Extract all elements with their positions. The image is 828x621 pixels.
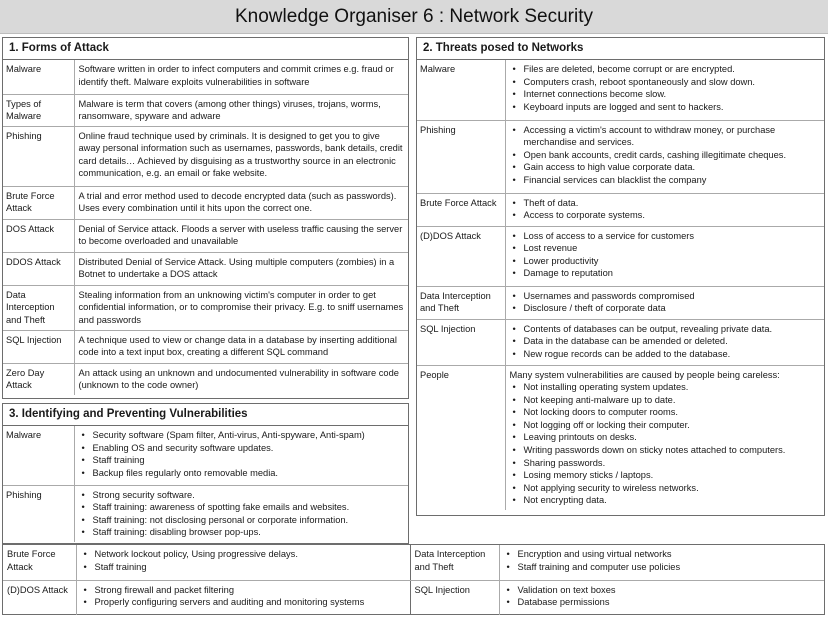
items-cell <box>76 580 410 615</box>
table-row <box>3 426 408 485</box>
table-row <box>3 545 824 580</box>
items-cell <box>74 426 408 485</box>
list-item: • Contents of databases can be output, revealing private data. <box>510 323 821 336</box>
items-cell <box>505 286 824 319</box>
table-row <box>3 219 408 252</box>
definition-cell: An attack using an unknown and undocumented vulnerability in software code (unknown to the code owner) <box>78 367 399 391</box>
term-cell: Malware <box>3 426 74 485</box>
threats-table <box>417 60 824 510</box>
table-row <box>3 285 408 330</box>
preventing-heading: 3. Identifying and Preventing Vulnerabilities <box>3 404 408 426</box>
table-row <box>3 94 408 126</box>
list-item: • Network lockout policy, Using progressive delays. <box>81 548 406 561</box>
table-row <box>3 252 408 285</box>
table-row <box>417 286 824 319</box>
list-item: • Not encrypting data. <box>510 494 821 507</box>
table-row <box>3 186 408 219</box>
table-row <box>3 580 824 615</box>
list-item: • Not applying security to wireless networks. <box>510 482 821 495</box>
list-item: • Financial services can blacklist the company <box>510 174 821 187</box>
list-item: • Enabling OS and security software updates. <box>79 442 405 455</box>
list-item: • Usernames and passwords compromised <box>510 290 821 303</box>
definition-cell: Malware is term that covers (among other things) viruses, trojans, worms, ransomware, spyware and adware <box>74 94 408 126</box>
items-cell <box>505 365 824 510</box>
term-cell: Brute Force Attack <box>3 545 76 580</box>
list-item: • Keyboard inputs are logged and sent to hackers. <box>510 101 821 114</box>
term-cell: Data Interception and Theft <box>410 545 499 580</box>
items-cell <box>499 545 824 580</box>
list-item: • Not locking doors to computer rooms. <box>510 406 821 419</box>
list-item: • Gain access to high value corporate data. <box>510 161 821 174</box>
threats-section <box>416 37 825 516</box>
table-row <box>417 319 824 365</box>
people-intro: Many system vulnerabilities are caused by people being careless: <box>509 369 780 380</box>
table-row <box>3 485 408 542</box>
list-item: • Lost revenue <box>510 242 821 255</box>
list-item: • Files are deleted, become corrupt or are encrypted. <box>510 63 821 76</box>
list-item: • New rogue records can be added to the database. <box>510 348 821 361</box>
table-row <box>417 365 824 510</box>
list-item: • Strong security software. <box>79 489 405 502</box>
definition-cell: Software written in order to infect computers and commit crimes e.g. fraud or identify theft. Malware exploits vulnerabilities in software <box>74 60 408 94</box>
list-item: • Not keeping anti-malware up to date. <box>510 394 821 407</box>
list-item: • Data in the database can be amended or deleted. <box>510 335 821 348</box>
list-item: • Disclosure / theft of corporate data <box>510 302 821 315</box>
term-cell: Phishing <box>3 485 74 542</box>
list-item: • Validation on text boxes <box>504 584 821 597</box>
preventing-bottom-section <box>2 544 825 615</box>
forms-of-attack-section <box>2 37 409 399</box>
table-row <box>3 330 408 363</box>
preventing-bottom-table <box>3 545 824 615</box>
items-cell <box>505 120 824 193</box>
items-cell <box>505 60 824 120</box>
term-cell: Types of Malware <box>3 94 74 126</box>
threats-heading: 2. Threats posed to Networks <box>417 38 824 60</box>
term-cell: Data Interception and Theft <box>417 286 505 319</box>
list-item: • Loss of access to a service for customers <box>510 230 821 243</box>
term-cell: SQL Injection <box>3 330 74 363</box>
list-item: • Staff training: not disclosing personal or corporate information. <box>79 514 405 527</box>
term-cell: Brute Force Attack <box>417 193 505 226</box>
list-item: • Access to corporate systems. <box>510 209 821 222</box>
term-cell: Zero Day Attack <box>3 363 74 395</box>
list-item: • Open bank accounts, credit cards, cashing illegitimate cheques. <box>510 149 821 162</box>
preventing-table <box>3 426 408 542</box>
term-cell: People <box>417 365 505 510</box>
items-cell <box>74 485 408 542</box>
definition-cell: A technique used to view or change data in a database by inserting additional code into a text input box, creating a different SQL command <box>74 330 408 363</box>
list-item: • Sharing passwords. <box>510 457 821 470</box>
forms-of-attack-heading: 1. Forms of Attack <box>3 38 408 60</box>
list-item: • Strong firewall and packet filtering <box>81 584 406 597</box>
list-item: • Leaving printouts on desks. <box>510 431 821 444</box>
term-cell: (D)DOS Attack <box>417 226 505 286</box>
items-cell <box>76 545 410 580</box>
term-cell: Malware <box>417 60 505 120</box>
table-row <box>3 363 408 395</box>
term-cell: Brute Force Attack <box>3 186 74 219</box>
list-item: • Security software (Spam filter, Anti-virus, Anti-spyware, Anti-spam) <box>79 429 405 442</box>
list-item: • Internet connections become slow. <box>510 88 821 101</box>
forms-of-attack-table <box>3 60 408 395</box>
definition-cell: Denial of Service attack. Floods a server with useless traffic causing the server to become overloaded and unavailable <box>74 219 408 252</box>
list-item: • Database permissions <box>504 596 821 609</box>
list-item: • Damage to reputation <box>510 267 821 280</box>
table-row <box>417 60 824 120</box>
term-cell: DDOS Attack <box>3 252 74 285</box>
definition-cell: A trial and error method used to decode encrypted data (such as passwords). Uses every combination until it hits upon the correct one. <box>74 186 408 219</box>
term-cell: Phishing <box>417 120 505 193</box>
page-title: Knowledge Organiser 6 : Network Security <box>0 0 828 34</box>
table-row <box>3 60 408 94</box>
items-cell <box>499 580 824 615</box>
list-item: • Losing memory sticks / laptops. <box>510 469 821 482</box>
table-row <box>417 120 824 193</box>
list-item: • Staff training and computer use policies <box>504 561 821 574</box>
items-cell <box>505 319 824 365</box>
list-item: • Computers crash, reboot spontaneously and slow down. <box>510 76 821 89</box>
list-item: • Not installing operating system updates. <box>510 381 821 394</box>
list-item: • Staff training <box>79 454 405 467</box>
term-cell: Data Interception and Theft <box>3 285 74 330</box>
list-item: • Staff training: disabling browser pop-ups. <box>79 526 405 539</box>
list-item: • Accessing a victim's account to withdraw money, or purchase merchandise and services. <box>510 124 821 149</box>
list-item: • Lower productivity <box>510 255 821 268</box>
definition-cell: Online fraud technique used by criminals. It is designed to get you to give away personal information such as usernames, passwords, bank details, credit card details… Achieved by disguising as a trustworthy source in an electronic communication, e.g. an email or fake website. <box>74 126 408 186</box>
table-row <box>417 193 824 226</box>
list-item: • Encryption and using virtual networks <box>504 548 821 561</box>
table-row <box>3 126 408 186</box>
items-cell <box>505 193 824 226</box>
term-cell: SQL Injection <box>417 319 505 365</box>
table-row <box>417 226 824 286</box>
list-item: • Staff training: awareness of spotting fake emails and websites. <box>79 501 405 514</box>
items-cell <box>505 226 824 286</box>
term-cell: Malware <box>3 60 74 94</box>
list-item: • Not logging off or locking their computer. <box>510 419 821 432</box>
list-item: • Theft of data. <box>510 197 821 210</box>
list-item: • Properly configuring servers and auditing and monitoring systems <box>81 596 406 609</box>
list-item: • Backup files regularly onto removable media. <box>79 467 405 480</box>
definition-cell: Stealing information from an unknowing victim's computer in order to get confidential information, or to compromise their privacy. E.g. to sniff usernames and passwords <box>74 285 408 330</box>
definition-cell: Distributed Denial of Service Attack. Using multiple computers (zombies) in a Botnet to undertake a DOS attack <box>74 252 408 285</box>
term-cell: DOS Attack <box>3 219 74 252</box>
preventing-section <box>2 403 409 544</box>
term-cell: (D)DOS Attack <box>3 580 76 615</box>
term-cell: Phishing <box>3 126 74 186</box>
list-item: • Writing passwords down on sticky notes attached to computers. <box>510 444 821 457</box>
term-cell: SQL Injection <box>410 580 499 615</box>
list-item: • Staff training <box>81 561 406 574</box>
